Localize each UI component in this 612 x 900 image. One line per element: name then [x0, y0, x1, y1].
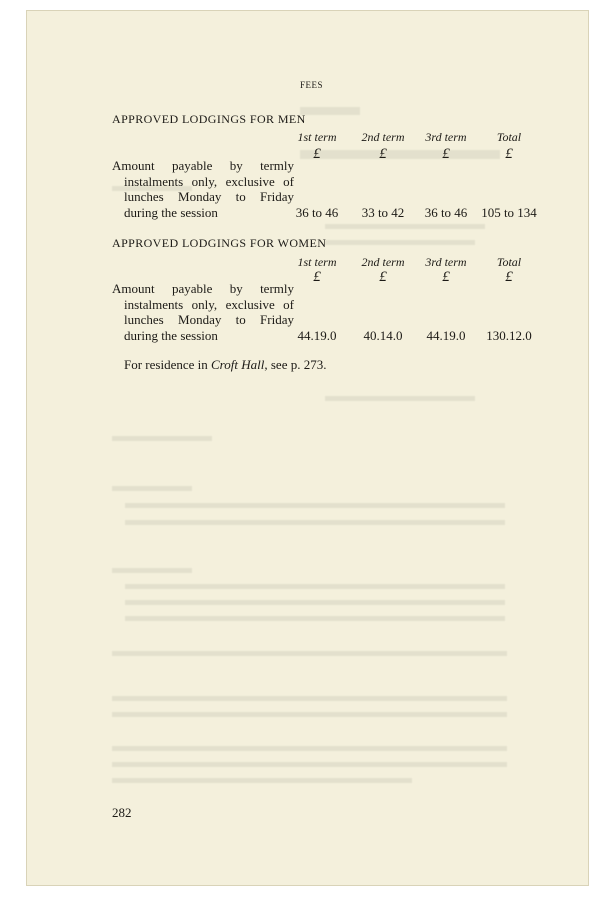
description-line: Amount payable by termly — [112, 281, 294, 296]
fee-value-3rd-term: 36 to 46 — [424, 205, 468, 220]
note-prefix: For residence in — [124, 357, 212, 372]
fee-value-total: 130.12.0 — [486, 328, 532, 343]
description-line: during the session — [124, 204, 218, 220]
section-title: APPROVED LODGINGS FOR WOMEN — [112, 236, 327, 250]
currency-symbol: £ — [442, 269, 450, 285]
column-header-1st-term: 1st term — [297, 255, 337, 269]
fee-value-3rd-term: 44.19.0 — [426, 328, 466, 343]
running-head: FEES — [300, 80, 324, 90]
column-header-3rd-term: 3rd term — [425, 255, 467, 269]
currency-symbol: £ — [442, 146, 450, 162]
residence-note — [124, 357, 326, 373]
currency-symbol: £ — [379, 146, 387, 162]
page-number: 282 — [112, 805, 132, 820]
column-header-3rd-term: 3rd term — [425, 130, 467, 144]
column-header-total: Total — [496, 130, 522, 144]
currency-symbol: £ — [505, 146, 513, 162]
column-header-1st-term: 1st term — [297, 130, 337, 144]
currency-symbol: £ — [313, 146, 321, 162]
fee-value-1st-term: 44.19.0 — [297, 328, 337, 343]
description-line: during the session — [124, 327, 218, 343]
description-line: lunches Monday to Friday — [124, 312, 294, 327]
column-header-2nd-term: 2nd term — [361, 255, 405, 269]
fee-value-1st-term: 36 to 46 — [295, 205, 339, 220]
column-header-2nd-term: 2nd term — [361, 130, 405, 144]
fee-description — [112, 281, 294, 343]
currency-symbol: £ — [313, 269, 321, 285]
fee-value-2nd-term: 40.14.0 — [363, 328, 403, 343]
column-header-total: Total — [496, 255, 522, 269]
currency-symbol: £ — [379, 269, 387, 285]
currency-symbol: £ — [505, 269, 513, 285]
note-place: Croft Hall — [211, 357, 265, 372]
description-line: instalments only, exclusive of — [124, 173, 294, 189]
description-line: Amount payable by termly — [112, 158, 294, 173]
section-title: APPROVED LODGINGS FOR MEN — [112, 112, 306, 126]
note-suffix: , see p. 273. — [264, 357, 327, 372]
fee-value-2nd-term: 33 to 42 — [361, 205, 405, 220]
fee-description — [112, 158, 294, 220]
description-line: lunches Monday to Friday — [124, 189, 294, 204]
description-line: instalments only, exclusive of — [124, 296, 294, 312]
fee-value-total: 105 to 134 — [481, 205, 537, 220]
